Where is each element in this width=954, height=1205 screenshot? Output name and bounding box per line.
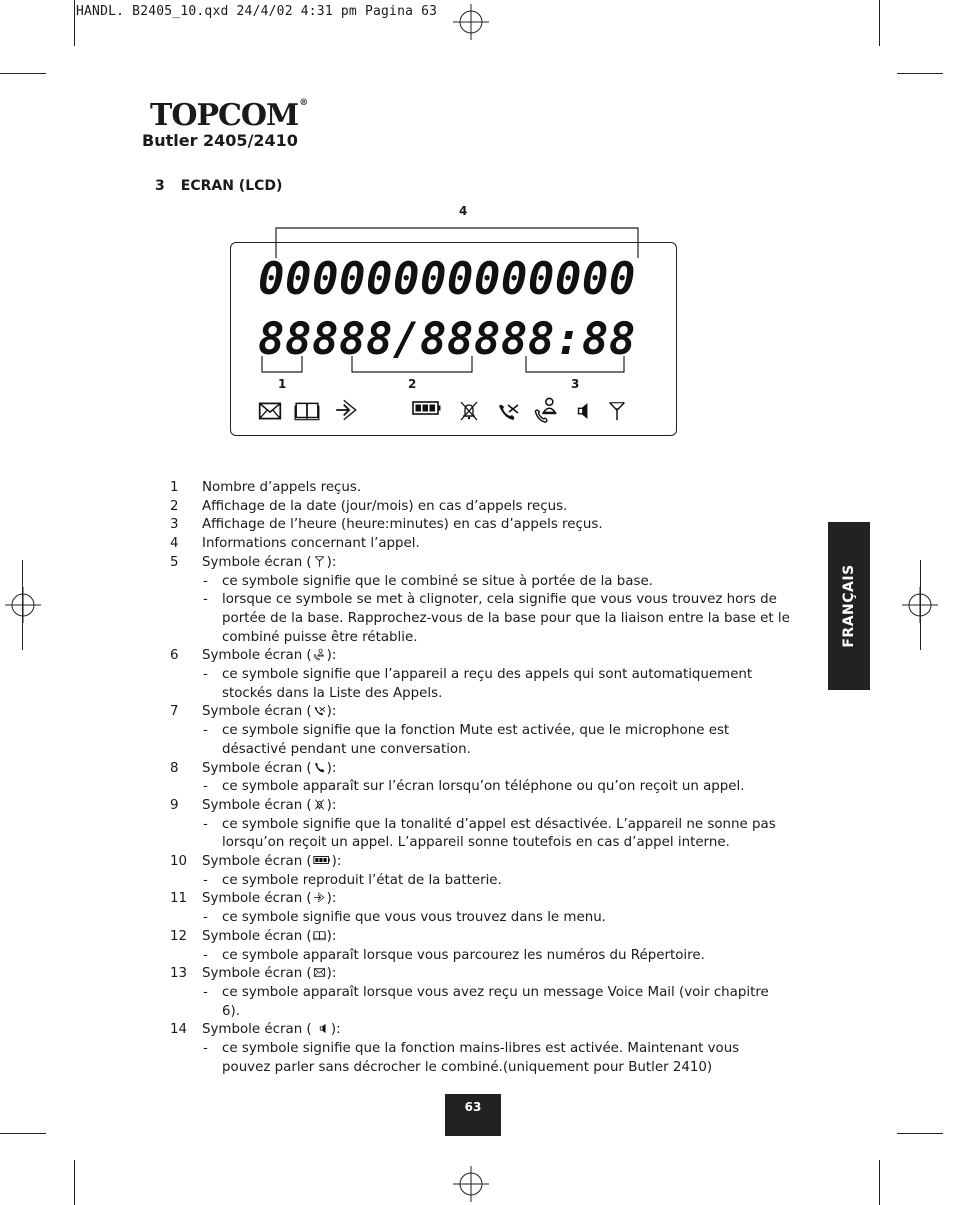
registration-mark-icon [902, 587, 938, 623]
callout-label-3: 3 [571, 377, 580, 391]
caller-list-icon [533, 396, 561, 424]
print-slug: HANDL. B2405_10.qxd 24/4/02 4:31 pm Pagina 63 [76, 4, 438, 19]
registration-mark-icon [5, 587, 41, 623]
list-item [170, 554, 790, 573]
list-item-text: Informations concernant l’appel. [202, 536, 420, 552]
language-tab [828, 522, 870, 690]
bullet-dash: - [203, 779, 208, 795]
list-sub-item [170, 722, 790, 759]
callout-bracket-1 [258, 356, 308, 376]
crop-mark [0, 73, 46, 74]
list-item-number: 10 [170, 854, 188, 870]
list-item-number: 8 [170, 760, 179, 776]
list-sub-item [170, 947, 790, 966]
bullet-dash: - [203, 984, 208, 1000]
list-item [170, 647, 790, 666]
list-sub-item [170, 872, 790, 891]
ringer-off-icon [457, 399, 481, 423]
list-item-text: Symbole écran ( [202, 648, 312, 664]
list-item-text: ): [326, 966, 337, 982]
antenna-icon [606, 400, 628, 422]
battery-icon [313, 853, 331, 867]
list-sub-item [170, 573, 790, 592]
list-item [170, 797, 790, 816]
list-sub-item-text: ce symbole signifie que la fonction Mute est activée, que le microphone est désactivé pendant une conversation. [222, 723, 730, 757]
list-item [170, 853, 790, 872]
bullet-dash: - [203, 910, 208, 926]
list-item [170, 890, 790, 909]
section-title: ECRAN (LCD) [180, 178, 283, 194]
list-sub-item-text: ce symbole signifie que vous vous trouvez dans le menu. [222, 910, 606, 926]
list-sub-item [170, 816, 790, 853]
bullet-dash: - [203, 723, 208, 739]
list-item-text: ): [326, 891, 337, 907]
list-sub-item-text: ce symbole apparaît lorsque vous avez reçu un message Voice Mail (voir chapitre 6). [222, 984, 769, 1019]
brand-logo-text: TOPCOM [150, 98, 299, 133]
list-item-text: Symbole écran ( [202, 760, 312, 776]
phonebook-icon [313, 929, 326, 942]
list-item-text: Symbole écran ( [202, 928, 312, 944]
list-item-text: ): [326, 928, 337, 944]
list-item-number: 11 [170, 891, 188, 907]
list-item-text: ): [331, 854, 342, 870]
list-item-text: ): [326, 648, 337, 664]
callout-label-2: 2 [408, 377, 417, 391]
caller-list-icon [313, 648, 326, 661]
list-item-number: 6 [170, 648, 179, 664]
list-item [170, 928, 790, 947]
list-sub-item-text: ce symbole signifie que la tonalité d’appel est désactivée. L’appareil ne sonne pas lorsqu’on reçoit un appel. L’appareil sonne toutefois en cas d’appel interne. [222, 816, 776, 851]
list-item-text: Symbole écran ( [202, 797, 312, 813]
crop-mark [0, 1133, 46, 1134]
list-sub-item-text: ce symbole apparaît sur l’écran lorsqu’on téléphone ou qu’on reçoit un appel. [222, 779, 745, 795]
list-sub-item-text: ce symbole apparaît lorsque vous parcourez les numéros du Répertoire. [222, 947, 705, 963]
registration-mark-icon [453, 4, 489, 40]
bullet-dash: - [203, 667, 208, 683]
list-item-number: 1 [170, 480, 179, 495]
registered-mark: ® [299, 98, 308, 108]
menu-arrow-icon [334, 397, 360, 423]
bullet-dash: - [203, 573, 208, 589]
list-item-number: 7 [170, 704, 179, 720]
callout-bracket-3 [522, 356, 630, 376]
envelope-icon [257, 398, 283, 424]
language-tab-label: FRANÇAIS [841, 564, 857, 648]
list-item-number: 14 [170, 1022, 188, 1038]
list-item-text: Symbole écran ( [202, 1022, 316, 1038]
list-item [170, 703, 790, 722]
list-item-text: ): [326, 760, 337, 776]
crop-mark [879, 1160, 880, 1205]
bullet-dash: - [203, 872, 208, 888]
mute-icon [313, 704, 326, 717]
list-item [170, 516, 790, 535]
phonebook-icon [294, 398, 320, 424]
registration-mark-icon [453, 1166, 489, 1202]
list-sub-item [170, 591, 790, 647]
list-item-text: Affichage de l’heure (heure:minutes) en cas d’appels reçus. [202, 517, 603, 533]
list-item-text: ): [330, 1022, 341, 1038]
bullet-dash: - [203, 947, 208, 963]
list-sub-item [170, 984, 790, 1021]
list-item [170, 1021, 790, 1040]
list-sub-item-text: ce symbole reproduit l’état de la batterie. [222, 872, 502, 888]
callout-bracket-2 [348, 356, 478, 376]
list-item-text: Affichage de la date (jour/mois) en cas d’appels reçus. [202, 498, 568, 514]
handset-icon [313, 761, 326, 774]
list-sub-item [170, 909, 790, 928]
model-name: Butler 2405/2410 [142, 131, 298, 150]
menu-arrow-icon [313, 891, 326, 904]
callout-label-1: 1 [278, 377, 287, 391]
list-item-text: Symbole écran ( [202, 854, 312, 870]
bullet-dash: - [203, 1041, 208, 1057]
list-item-text: Symbole écran ( [202, 891, 312, 907]
list-item-number: 13 [170, 966, 188, 982]
list-item-text: Symbole écran ( [202, 554, 312, 570]
list-item-text: ): [326, 704, 337, 720]
ringer-off-icon [313, 798, 326, 811]
envelope-icon [313, 966, 326, 979]
bullet-dash: - [203, 592, 208, 608]
crop-mark [879, 0, 880, 46]
list-item-number: 4 [170, 536, 179, 552]
lcd-number-row: 00000000000000 [258, 254, 636, 305]
list-item-number: 2 [170, 498, 179, 514]
lcd-date-time-row: 88888/88888:88 [258, 314, 636, 365]
list-item-text: ): [326, 554, 337, 570]
list-item-text: Symbole écran ( [202, 966, 312, 982]
list-item-number: 5 [170, 554, 179, 570]
section-number: 3 [155, 178, 165, 194]
brand-logo [150, 98, 307, 133]
page-number: 63 [445, 1094, 501, 1136]
list-sub-item [170, 666, 790, 703]
list-sub-item-text: ce symbole signifie que l’appareil a reçu des appels qui sont automatiquement stockés dans la Liste des Appels. [222, 667, 753, 701]
list-item [170, 479, 790, 498]
section-heading [155, 178, 282, 194]
speaker-icon [317, 1022, 330, 1035]
list-item-number: 12 [170, 928, 188, 944]
battery-icon [412, 396, 442, 420]
crop-mark [897, 73, 943, 74]
list-sub-item-text: lorsque ce symbole se met à clignoter, cela signifie que vous vous trouvez hors de portée de la base. Rapprochez-vous de la base pour que la liaison entre la base et le combiné puisse être rétablie. [222, 592, 790, 645]
list-sub-item-text: ce symbole signifie que la fonction mains-libres est activée. Maintenant vous pouvez parler sans décrocher le combiné.(uniquement pour Butler 2410) [222, 1041, 740, 1075]
list-item-number: 9 [170, 797, 179, 813]
speaker-icon [573, 400, 595, 422]
list-item [170, 965, 790, 984]
list-sub-item-text: ce symbole signifie que le combiné se situe à portée de la base. [222, 573, 653, 589]
crop-mark [74, 0, 75, 46]
mute-icon [496, 399, 520, 423]
list-item [170, 760, 790, 779]
symbol-description-list [170, 479, 790, 1078]
callout-label-4: 4 [459, 204, 468, 218]
list-item-text: Nombre d’appels reçus. [202, 480, 362, 495]
list-item [170, 498, 790, 517]
crop-mark [897, 1133, 943, 1134]
bullet-dash: - [203, 816, 208, 832]
list-item-text: ): [326, 797, 337, 813]
list-item-number: 3 [170, 517, 179, 533]
list-sub-item [170, 1040, 790, 1077]
list-sub-item [170, 778, 790, 797]
crop-mark [74, 1160, 75, 1205]
list-item-text: Symbole écran ( [202, 704, 312, 720]
antenna-icon [313, 555, 326, 568]
list-item [170, 535, 790, 554]
